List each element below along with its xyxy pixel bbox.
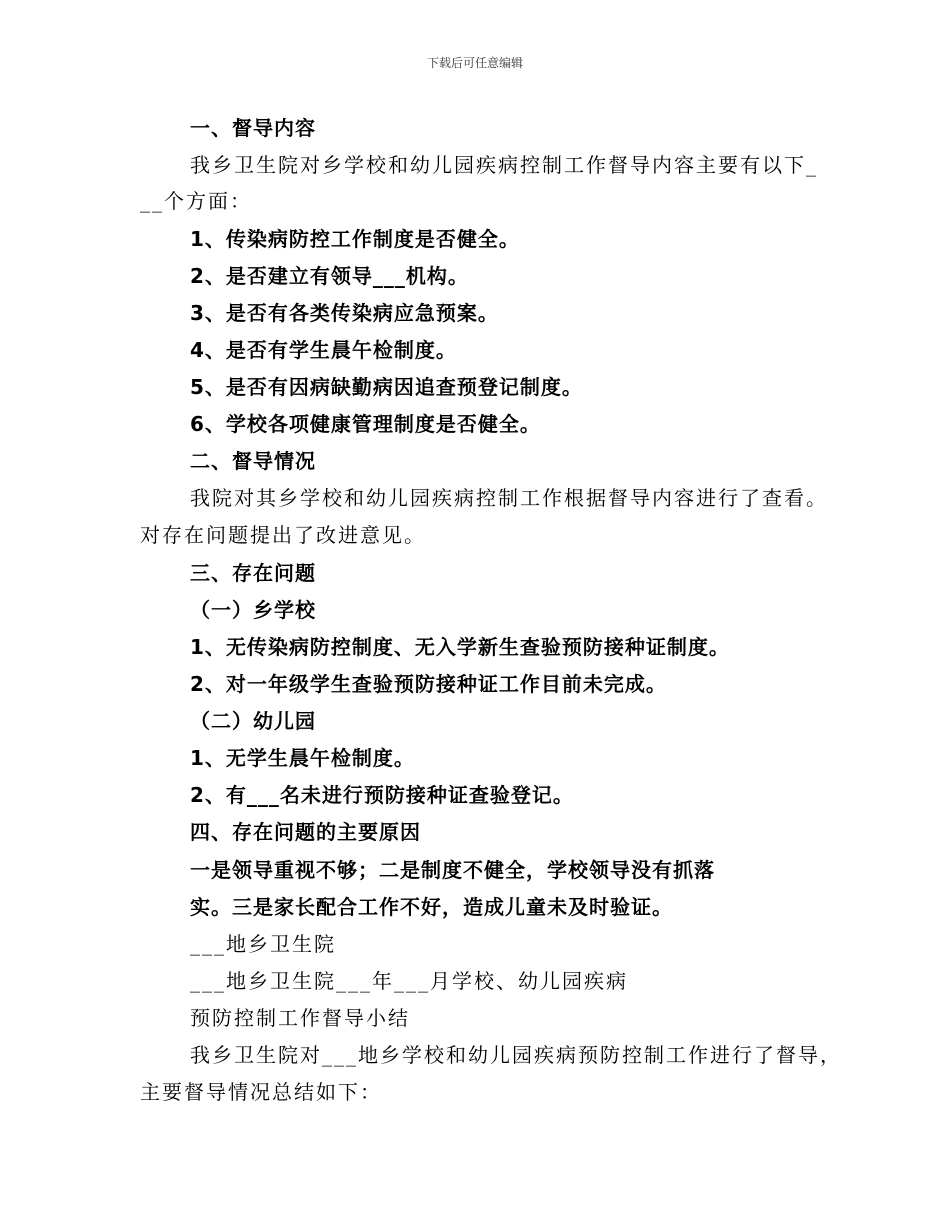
section-heading-1: 一、督导内容 bbox=[190, 116, 316, 140]
list-item: 1、无传染病防控制度、无入学新生查验预防接种证制度。 bbox=[190, 635, 730, 659]
paragraph-line: 主要督导情况总结如下： bbox=[140, 1080, 382, 1104]
title-line: 预防控制工作督导小结 bbox=[190, 1006, 410, 1030]
list-item: 2、有___名未进行预防接种证查验登记。 bbox=[190, 783, 574, 807]
header-note: 下载后可任意编辑 bbox=[426, 56, 523, 70]
subsection-heading: （一）乡学校 bbox=[190, 598, 316, 622]
section-heading-2: 二、督导情况 bbox=[190, 449, 316, 473]
list-item: 3、是否有各类传染病应急预案。 bbox=[190, 301, 499, 325]
list-item: 6、学校各项健康管理制度是否健全。 bbox=[190, 412, 541, 436]
paragraph-line: __个方面： bbox=[140, 189, 252, 213]
list-item: 1、传染病防控工作制度是否健全。 bbox=[190, 227, 520, 251]
signature-line: ___地乡卫生院 bbox=[190, 932, 336, 956]
section-heading-4: 四、存在问题的主要原因 bbox=[190, 820, 421, 844]
list-item: 2、是否建立有领导___机构。 bbox=[190, 264, 469, 288]
paragraph-line: 对存在问题提出了改进意见。 bbox=[140, 523, 426, 547]
paragraph-line: 我乡卫生院对___地乡学校和幼儿园疾病预防控制工作进行了督导， bbox=[190, 1043, 842, 1067]
paragraph-line: 我乡卫生院对乡学校和幼儿园疾病控制工作督导内容主要有以下_ bbox=[190, 153, 818, 177]
list-item: 5、是否有因病缺勤病因追查预登记制度。 bbox=[190, 375, 583, 399]
section-heading-3: 三、存在问题 bbox=[190, 561, 316, 585]
title-line: ___地乡卫生院___年___月学校、幼儿园疾病 bbox=[190, 969, 628, 993]
list-item: 2、对一年级学生查验预防接种证工作目前未完成。 bbox=[190, 672, 667, 696]
list-item: 1、无学生晨午检制度。 bbox=[190, 746, 415, 770]
paragraph-line: 一是领导重视不够；二是制度不健全，学校领导没有抓落 bbox=[190, 858, 715, 882]
paragraph-line: 实。三是家长配合工作不好，造成儿童未及时验证。 bbox=[190, 895, 673, 919]
paragraph-line: 我院对其乡学校和幼儿园疾病控制工作根据督导内容进行了查看。 bbox=[190, 486, 828, 510]
subsection-heading: （二）幼儿园 bbox=[190, 709, 316, 733]
list-item: 4、是否有学生晨午检制度。 bbox=[190, 338, 457, 362]
